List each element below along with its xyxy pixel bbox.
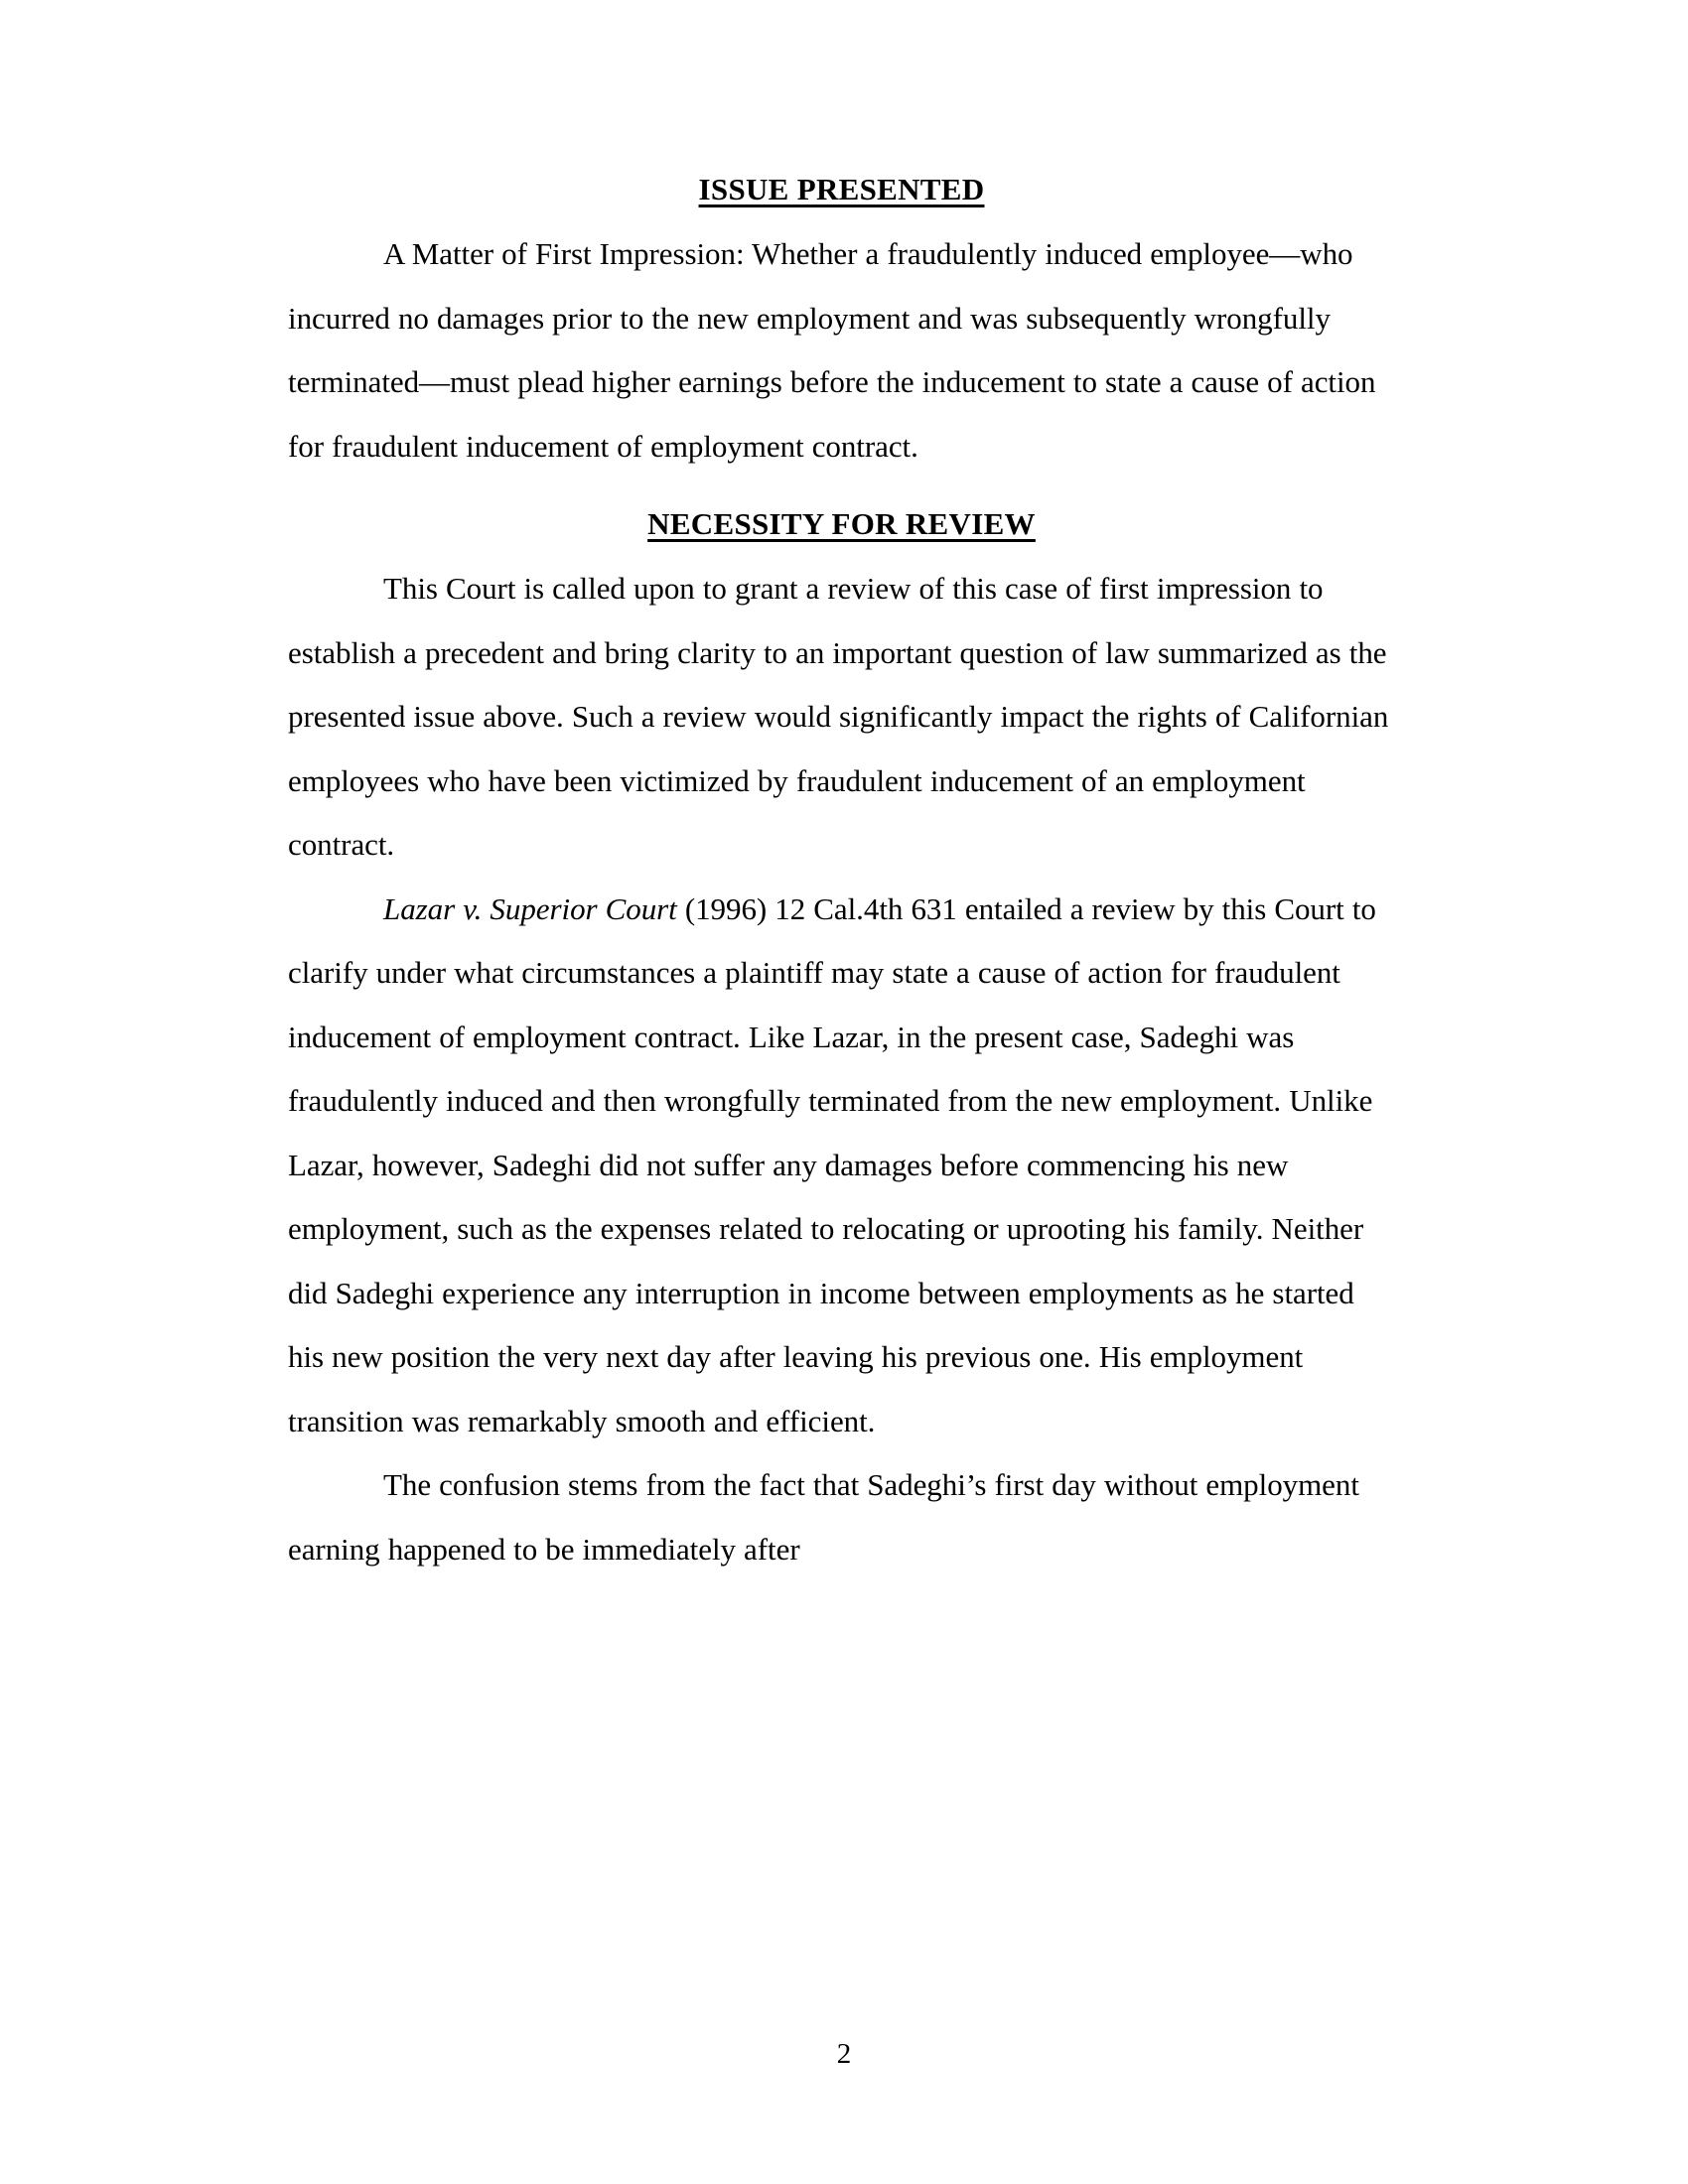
paragraph-lazar-body: Like Lazar, in the present case, Sadeghi was fraudulently induced and then wrongfully terminated from the new employment. Unlike Lazar, however, Sadeghi did not suffer any damages before commencing his new employment, such as the expenses related to relocating or uprooting his family. Neither did Sadeghi experience any interruption in income between employments as he started his new position the very next day after leaving his previous one. His employment transition was remarkably smooth and efficient. bbox=[288, 1019, 1373, 1438]
document-body bbox=[288, 174, 1395, 1581]
page-number: 2 bbox=[836, 2038, 852, 2070]
paragraph-confusion: The confusion stems from the fact that Sadeghi’s first day without employment earning happened to be immediately after bbox=[288, 1467, 1359, 1567]
spacer-after-issue-heading bbox=[288, 205, 1395, 222]
spacer-after-necessity-heading bbox=[288, 539, 1395, 557]
section-heading-issue-presented-text: ISSUE PRESENTED bbox=[698, 172, 985, 206]
spacer-before-necessity-heading bbox=[288, 478, 1395, 508]
paragraph-lazar-citation bbox=[288, 878, 1395, 1454]
case-citation-remainder: (1996) 12 Cal.4th 631 entailed a review by this Court to clarify under what circumstances a plaintiff may state a cause of action for fraudulent inducement of employment contract. bbox=[288, 890, 1376, 1054]
case-citation-name: Lazar v. Superior Court bbox=[383, 890, 677, 926]
paragraph-issue-presented: A Matter of First Impression: Whether a fraudulently induced employee—who incurred no damages prior to the new employment and was subsequently wrongfully terminated—must plead higher earnings before the inducement to state a cause of action for fraudulent inducement of employment contract. bbox=[288, 236, 1376, 464]
section-heading-issue-presented bbox=[288, 174, 1395, 205]
section-heading-necessity-for-review-text: NECESSITY FOR REVIEW bbox=[647, 506, 1036, 541]
paragraph-necessity-intro: This Court is called upon to grant a review of this case of first impression to establish a precedent and bring clarity to an important question of law summarized as the presented issue above. Such a review would significantly impact the rights of Californian employees who have been victimized by fraudulent inducement of an employment contract. bbox=[288, 571, 1389, 862]
section-heading-necessity-for-review bbox=[288, 508, 1395, 539]
